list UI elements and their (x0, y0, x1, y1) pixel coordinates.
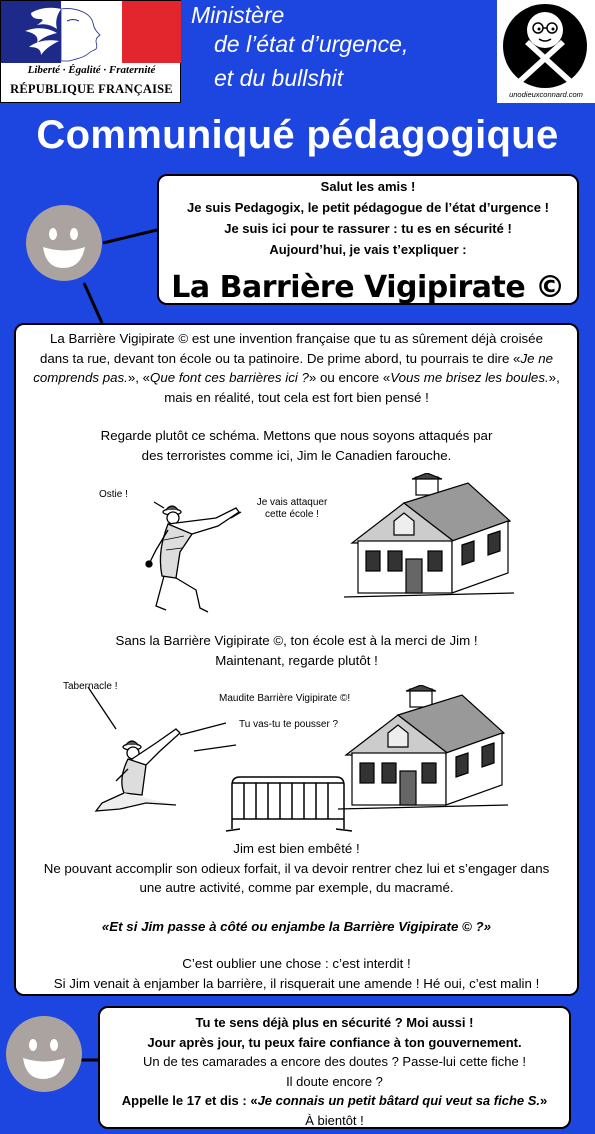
scene1-label-right-2: cette école ! (265, 509, 319, 520)
p4-line-2: Ne pouvant accomplir son odieux forfait, il va devoir rentrer chez lui et s’engager dans (43, 860, 550, 876)
p4-line-1: Jim est bien embêté ! (233, 841, 360, 856)
outro-line-5a: Appelle le 17 et dis : « (121, 1093, 258, 1108)
outro-speech-box (98, 1006, 571, 1129)
p3-line-1: Sans la Barrière Vigipirate ©, ton école est à la merci de Jim ! (115, 633, 478, 648)
smiley-face-icon-bottom (5, 1015, 83, 1093)
terrorist-fallen-drawing (76, 685, 246, 815)
republic-label: RÉPUBLIQUE FRANÇAISE (10, 82, 173, 96)
outro-line-5c: » (540, 1093, 548, 1108)
paragraph-3 (16, 631, 577, 670)
paragraph-5 (16, 954, 577, 993)
paragraph-4 (16, 839, 577, 898)
ministry-line-3: et du bullshit (214, 65, 344, 91)
intro-line-3: Je suis ici pour te rassurer : tu es en sécurité ! (224, 221, 512, 236)
p1-sep-1: », « (127, 370, 151, 385)
outro-line-5 (100, 1091, 569, 1111)
p2-line-2: des terroristes comme ici, Jim le Canadien farouche. (141, 447, 452, 463)
outro-line-4: Il doute encore ? (286, 1073, 383, 1089)
smiley-face-icon (25, 204, 103, 282)
paragraph-2 (16, 426, 577, 465)
p4-line-3: une autre activité, comme par exemple, du macramé. (139, 880, 454, 895)
terrorist-drawing (136, 490, 256, 615)
p1-quote-2: Que font ces barrières ici ? (150, 370, 309, 385)
site-logo-box (497, 0, 595, 103)
p2-line-1: Regarde plutôt ce schéma. Mettons que nous soyons attaqués par (100, 428, 493, 443)
republique-logo (0, 0, 181, 103)
ministry-line-2: de l’état d’urgence, (214, 31, 409, 57)
p1-sep-2: » ou encore « (308, 370, 391, 385)
p1-line-2-text: dans ta rue, devant ton école ou ta patinoire. De prime abord, tu pourrais te dire « (40, 350, 521, 366)
skull-crossed-knives-logo (499, 2, 591, 90)
intro-line-2: Je suis Pedagogix, le petit pédagogue de l’état d’urgence ! (187, 200, 549, 215)
scene1-label-right (247, 497, 337, 521)
outro-line-1: Tu te sens déjà plus en sécurité ? Moi aussi ! (195, 1015, 474, 1030)
p5-line-1: C’est oublier une chose : c’est interdit ! (182, 956, 411, 971)
motto: Liberté · Égalité · Fraternité (27, 64, 156, 76)
p5-line-2: Si Jim venait à enjamber la barrière, il risquerait une amende ! Hé oui, c’est malin ! (53, 975, 540, 991)
scene2-label-b: Maudite Barrière Vigipirate ©! (219, 693, 351, 704)
marianne-logo (1, 1, 182, 63)
scene1-label-right-1: Je vais attaquer (256, 497, 328, 508)
intro-line-4: Aujourd’hui, je vais t’expliquer : (269, 242, 467, 257)
question-line: «Et si Jim passe à côté ou enjambe la Barrière Vigipirate © ?» (101, 919, 492, 934)
p1-line-2-italic: Je ne (520, 350, 553, 366)
p1-quote-1: comprends pas. (33, 370, 128, 385)
paragraph-1 (16, 329, 577, 407)
school-house-drawing (344, 473, 514, 603)
p1-quote-3: Vous me brisez les boules. (390, 370, 549, 385)
intro-headline: La Barrière Vigipirate © (171, 270, 565, 305)
p1-line-4: mais en réalité, tout cela est fort bien pensé ! (164, 389, 429, 405)
page-title: Communiqué pédagogique (36, 113, 559, 157)
ministry-title (181, 0, 497, 103)
scene1-label-left: Ostie ! (99, 489, 128, 500)
school-house-drawing-2 (338, 685, 508, 815)
outro-line-6: À bientôt ! (305, 1112, 364, 1128)
header (0, 0, 595, 103)
intro-line-1: Salut les amis ! (320, 179, 416, 194)
p1-line-2 (16, 349, 577, 369)
outro-line-3: Un de tes camarades a encore des doutes ? Passe-lui cette fiche ! (143, 1054, 526, 1069)
p3-line-2: Maintenant, regarde plutôt ! (215, 652, 378, 668)
scene2-label-a: Tabernacle ! (63, 681, 118, 692)
p1-line-3 (16, 368, 577, 388)
site-url: unodieuxconnard.com (509, 90, 583, 99)
ministry-line-1: Ministère (191, 2, 285, 28)
crowd-barrier-drawing (226, 773, 356, 835)
p1-line-1: La Barrière Vigipirate © est une invention française que tu as sûrement déjà croisée (50, 331, 543, 346)
p1-sep-3: », (548, 370, 560, 385)
scene2-label-c: Tu vas-tu te pousser ? (239, 719, 339, 730)
intro-speech-box (157, 174, 579, 305)
outro-line-2: Jour après jour, tu peux faire confiance à ton gouvernement. (147, 1034, 522, 1050)
outro-line-5b: Je connais un petit bâtard qui veut sa fiche S. (257, 1093, 541, 1108)
main-explanation-box (14, 323, 579, 996)
